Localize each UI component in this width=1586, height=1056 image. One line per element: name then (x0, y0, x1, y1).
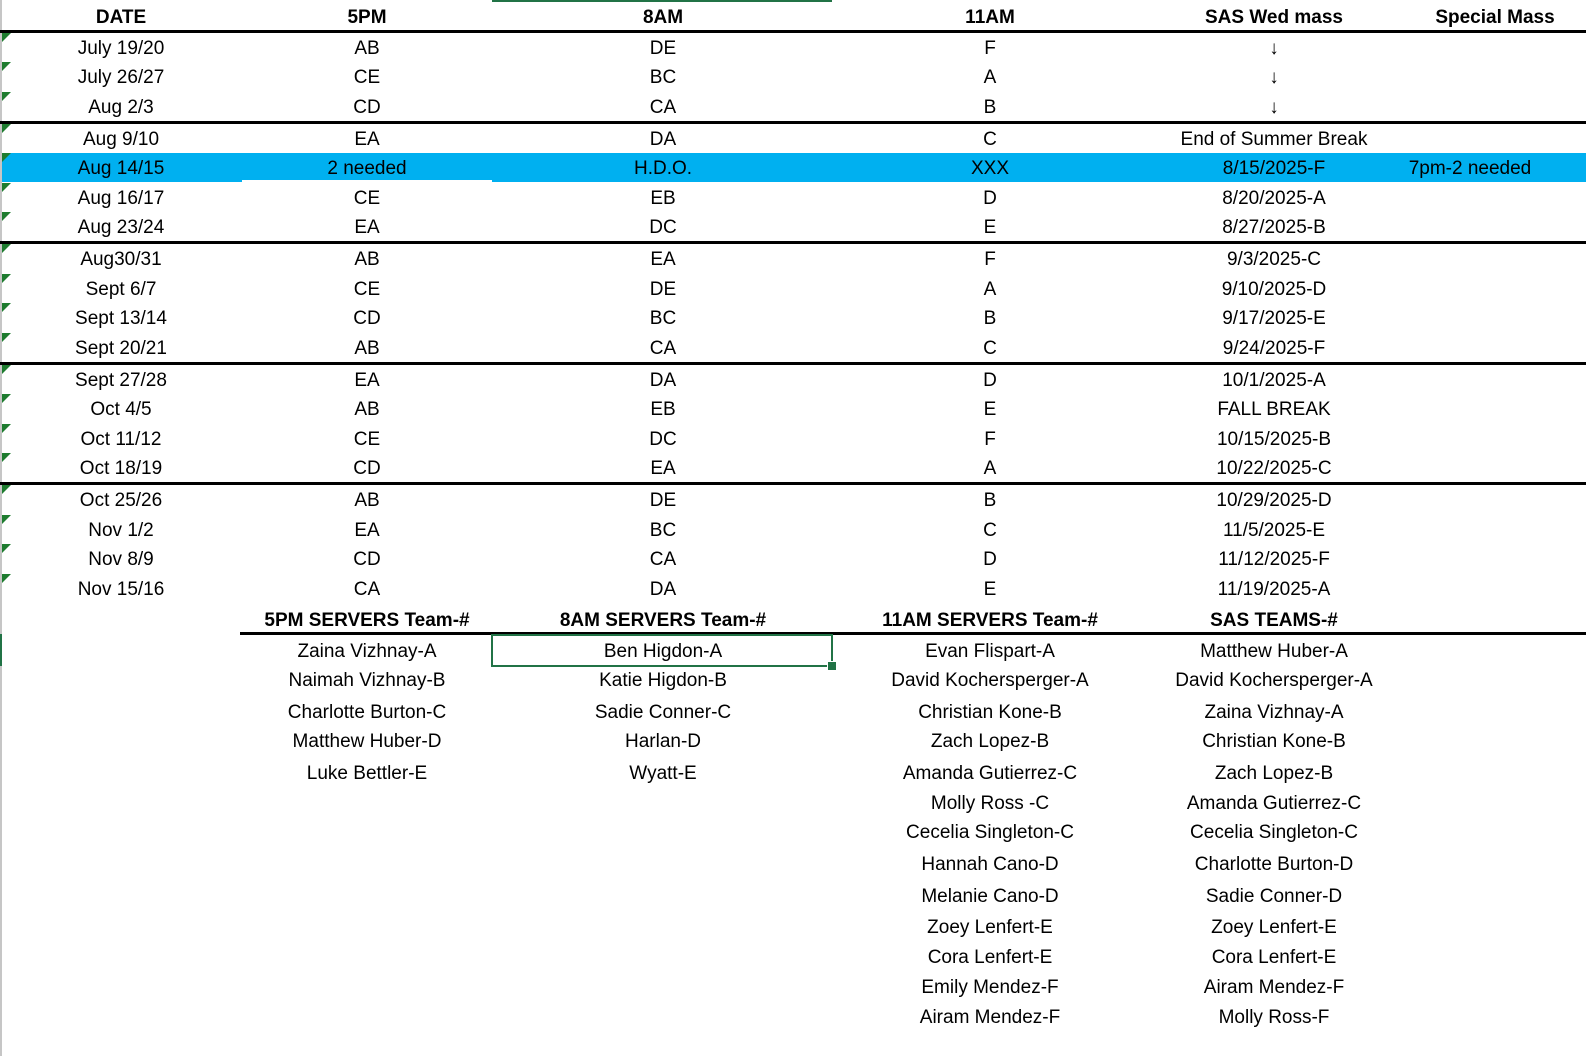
header-pm5[interactable]: 5PM (347, 6, 387, 28)
am8-cell[interactable]: CA (649, 549, 677, 570)
server-name-am11[interactable]: Melanie Cano-D (921, 886, 1059, 907)
pm5-cell[interactable]: CD (353, 458, 381, 479)
comment-marker-icon (2, 92, 11, 101)
am11-cell[interactable]: D (983, 188, 997, 209)
comment-marker-icon (2, 333, 11, 342)
server-name-sas[interactable]: Christian Kone-B (1202, 731, 1346, 752)
comment-marker-icon (2, 453, 11, 462)
header-am11[interactable]: 11AM (965, 6, 1015, 28)
date-cell[interactable]: Aug 14/15 (77, 158, 165, 179)
row-selection-indicator (0, 634, 2, 666)
am11-cell[interactable]: B (983, 490, 997, 511)
date-cell[interactable]: Oct 4/5 (90, 399, 152, 420)
server-name-am8[interactable]: Harlan-D (624, 731, 702, 752)
pm5-cell[interactable]: CE (353, 67, 381, 88)
am8-cell[interactable]: BC (649, 520, 677, 541)
comment-marker-icon (2, 244, 11, 253)
am8-cell[interactable]: EB (650, 188, 676, 209)
am8-cell[interactable]: BC (649, 308, 677, 329)
am8-cell[interactable]: DE (649, 38, 677, 59)
pm5-cell[interactable]: AB (354, 399, 380, 420)
date-cell[interactable]: Aug 2/3 (88, 97, 154, 118)
am11-cell[interactable]: E (983, 399, 997, 420)
sas-cell[interactable]: 11/5/2025-E (1222, 520, 1326, 541)
pm5-cell[interactable]: CD (353, 97, 381, 118)
sas-cell[interactable]: 8/27/2025-B (1222, 217, 1326, 238)
am8-cell[interactable]: H.D.O. (633, 158, 693, 179)
server-name-sas[interactable]: Molly Ross-F (1218, 1007, 1330, 1028)
pm5-cell[interactable]: CD (353, 308, 381, 329)
pm5-cell[interactable]: CD (353, 549, 381, 570)
server-name-am8[interactable]: Ben Higdon-A (603, 641, 723, 662)
am11-cell[interactable]: F (984, 38, 996, 59)
server-name-am11[interactable]: David Kochersperger-A (891, 670, 1089, 691)
comment-marker-icon (2, 62, 11, 71)
server-name-sas[interactable]: Sadie Conner-D (1205, 886, 1343, 907)
am11-cell[interactable]: E (983, 579, 997, 600)
server-name-am11[interactable]: Evan Flispart-A (925, 641, 1055, 662)
sas-cell[interactable]: 11/19/2025-A (1217, 579, 1331, 600)
am11-cell[interactable]: C (983, 338, 997, 359)
pm5-cell[interactable]: CE (353, 279, 381, 300)
date-cell[interactable]: Aug 9/10 (82, 129, 160, 150)
header-sas[interactable]: SAS Wed mass (1205, 6, 1343, 28)
comment-marker-icon (2, 515, 11, 524)
sas-cell[interactable]: 8/20/2025-A (1222, 188, 1326, 209)
sas-cell[interactable]: 10/1/2025-A (1222, 370, 1326, 391)
pm5-cell[interactable]: CE (353, 188, 381, 209)
server-name-am11[interactable]: Zoey Lenfert-E (927, 917, 1053, 938)
pm5-cell[interactable]: EA (354, 129, 380, 150)
servers-header-border (240, 632, 1586, 635)
date-cell[interactable]: Nov 15/16 (77, 579, 165, 600)
am11-cell[interactable]: C (983, 520, 997, 541)
sas-cell[interactable]: 8/15/2025-F (1222, 158, 1326, 179)
am11-cell[interactable]: D (983, 549, 997, 570)
date-cell[interactable]: Oct 25/26 (79, 490, 163, 511)
date-cell[interactable]: Aug 16/17 (77, 188, 165, 209)
server-name-sas[interactable]: Airam Mendez-F (1203, 977, 1345, 998)
sas-cell[interactable]: 10/22/2025-C (1216, 458, 1332, 479)
server-name-sas[interactable]: Matthew Huber-A (1200, 641, 1348, 662)
comment-marker-icon (2, 485, 11, 494)
pm5-cell[interactable]: CA (353, 579, 381, 600)
am8-cell[interactable]: EA (650, 458, 676, 479)
header-date[interactable]: DATE (95, 6, 147, 28)
date-cell[interactable]: Sept 6/7 (85, 279, 157, 300)
comment-marker-icon (2, 183, 11, 192)
pm5-cell[interactable]: AB (354, 249, 380, 270)
header-bottom-border (0, 30, 1586, 33)
server-name-am11[interactable]: Christian Kone-B (918, 702, 1062, 723)
am11-cell[interactable]: B (983, 308, 997, 329)
server-name-pm5[interactable]: Charlotte Burton-C (287, 702, 447, 723)
am8-cell[interactable]: DC (649, 429, 677, 450)
pm5-cell[interactable]: CE (353, 429, 381, 450)
group-border-0 (0, 121, 1586, 124)
group-border-1 (0, 241, 1586, 244)
server-name-sas[interactable]: Amanda Gutierrez-C (1186, 793, 1362, 814)
servers-header-am8[interactable]: 8AM SERVERS Team-# (559, 609, 767, 631)
date-cell[interactable]: Sept 20/21 (75, 338, 167, 359)
pm5-cell[interactable]: AB (354, 490, 380, 511)
am11-cell[interactable]: XXX (970, 158, 1010, 179)
date-cell[interactable]: Sept 27/28 (75, 370, 167, 391)
date-cell[interactable]: Aug 23/24 (77, 217, 165, 238)
server-name-am11[interactable]: Cora Lenfert-E (927, 947, 1053, 968)
am8-cell[interactable]: EA (650, 249, 676, 270)
pm5-cell[interactable]: EA (354, 370, 380, 391)
fill-handle[interactable] (827, 661, 837, 671)
am11-cell[interactable]: F (984, 249, 996, 270)
header-am8[interactable]: 8AM (642, 6, 684, 28)
date-cell[interactable]: Aug30/31 (80, 249, 162, 270)
server-name-sas[interactable]: David Kochersperger-A (1175, 670, 1373, 691)
server-name-sas[interactable]: Charlotte Burton-D (1194, 854, 1354, 875)
comment-marker-icon (2, 303, 11, 312)
date-cell[interactable]: Oct 18/19 (79, 458, 163, 479)
servers-header-sas[interactable]: SAS TEAMS-# (1210, 609, 1338, 631)
sas-cell[interactable]: 9/24/2025-F (1222, 338, 1326, 359)
comment-marker-icon (2, 394, 11, 403)
comment-marker-icon (2, 153, 11, 162)
server-name-am11[interactable]: Amanda Gutierrez-C (902, 763, 1078, 784)
am11-cell[interactable]: D (983, 370, 997, 391)
date-cell[interactable]: Nov 8/9 (88, 549, 154, 570)
server-name-sas[interactable]: Cecelia Singleton-C (1190, 822, 1358, 843)
am11-cell[interactable]: F (984, 429, 996, 450)
server-name-am11[interactable]: Airam Mendez-F (919, 1007, 1061, 1028)
server-name-sas[interactable]: Zach Lopez-B (1214, 763, 1334, 784)
date-cell[interactable]: July 26/27 (77, 67, 165, 88)
special-cell[interactable]: 7pm-2 needed (1408, 158, 1532, 179)
am11-cell[interactable]: A (983, 67, 997, 88)
am11-cell[interactable]: E (983, 217, 997, 238)
am8-cell[interactable]: DE (649, 490, 677, 511)
server-name-am11[interactable]: Molly Ross -C (930, 793, 1050, 814)
comment-marker-icon (2, 274, 11, 283)
pm5-cell[interactable]: 2 needed (327, 158, 407, 179)
am11-cell[interactable]: C (983, 129, 997, 150)
server-name-am11[interactable]: Cecelia Singleton-C (906, 822, 1074, 843)
server-name-sas[interactable]: Zoey Lenfert-E (1211, 917, 1337, 938)
sas-cell[interactable]: FALL BREAK (1217, 399, 1331, 420)
pm5-cell[interactable]: EA (354, 520, 380, 541)
sas-cell[interactable]: 10/15/2025-B (1216, 429, 1332, 450)
comment-marker-icon (2, 424, 11, 433)
am11-cell[interactable]: B (983, 97, 997, 118)
servers-header-pm5[interactable]: 5PM SERVERS Team-# (264, 609, 470, 631)
sas-cell[interactable]: 11/12/2025-F (1218, 549, 1330, 570)
am8-cell[interactable]: DA (649, 129, 677, 150)
sas-cell[interactable]: 9/10/2025-D (1221, 279, 1327, 300)
server-name-am8[interactable]: Sadie Conner-C (594, 702, 732, 723)
comment-marker-icon (2, 124, 11, 133)
comment-marker-icon (2, 33, 11, 42)
comment-marker-icon (2, 365, 11, 374)
sas-cell[interactable]: ↓ (1269, 38, 1279, 59)
sas-cell[interactable]: 10/29/2025-D (1216, 490, 1332, 511)
server-name-sas[interactable]: Zaina Vizhnay-A (1204, 702, 1344, 723)
server-name-am8[interactable]: Katie Higdon-B (599, 670, 727, 691)
server-name-am11[interactable]: Hannah Cano-D (921, 854, 1059, 875)
server-name-am11[interactable]: Zach Lopez-B (930, 731, 1050, 752)
server-name-pm5[interactable]: Naimah Vizhnay-B (288, 670, 446, 691)
pm5-cell[interactable]: EA (354, 217, 380, 238)
group-border-2 (0, 362, 1586, 365)
comment-marker-icon (2, 574, 11, 583)
date-cell[interactable]: Sept 13/14 (75, 308, 167, 329)
sas-cell[interactable]: End of Summer Break (1180, 129, 1368, 150)
pm5-cell[interactable]: AB (354, 38, 380, 59)
server-name-am11[interactable]: Emily Mendez-F (921, 977, 1059, 998)
pm5-cell[interactable]: AB (354, 338, 380, 359)
am11-cell[interactable]: A (983, 279, 997, 300)
am8-cell[interactable]: DA (649, 370, 677, 391)
am8-cell[interactable]: BC (649, 67, 677, 88)
am8-cell[interactable]: DA (649, 579, 677, 600)
date-cell[interactable]: Oct 11/12 (80, 429, 162, 450)
servers-header-am11[interactable]: 11AM SERVERS Team-# (882, 609, 1098, 631)
sas-cell[interactable]: 9/3/2025-C (1226, 249, 1321, 270)
server-name-pm5[interactable]: Zaina Vizhnay-A (297, 641, 437, 662)
am8-cell[interactable]: CA (649, 338, 677, 359)
comment-marker-icon (2, 544, 11, 553)
header-special[interactable]: Special Mass (1435, 6, 1555, 28)
server-name-am8[interactable]: Wyatt-E (629, 763, 697, 784)
sas-cell[interactable]: ↓ (1269, 97, 1279, 118)
am8-cell[interactable]: DC (649, 217, 677, 238)
sas-cell[interactable]: ↓ (1269, 67, 1279, 88)
server-name-pm5[interactable]: Matthew Huber-D (292, 731, 442, 752)
date-cell[interactable]: Nov 1/2 (88, 520, 154, 541)
am8-cell[interactable]: CA (649, 97, 677, 118)
comment-marker-icon (2, 212, 11, 221)
am8-cell[interactable]: EB (650, 399, 676, 420)
group-border-3 (0, 482, 1586, 485)
date-cell[interactable]: July 19/20 (77, 38, 165, 59)
server-name-sas[interactable]: Cora Lenfert-E (1211, 947, 1337, 968)
server-name-pm5[interactable]: Luke Bettler-E (306, 763, 428, 784)
am8-cell[interactable]: DE (649, 279, 677, 300)
sas-cell[interactable]: 9/17/2025-E (1222, 308, 1326, 329)
am11-cell[interactable]: A (983, 458, 997, 479)
